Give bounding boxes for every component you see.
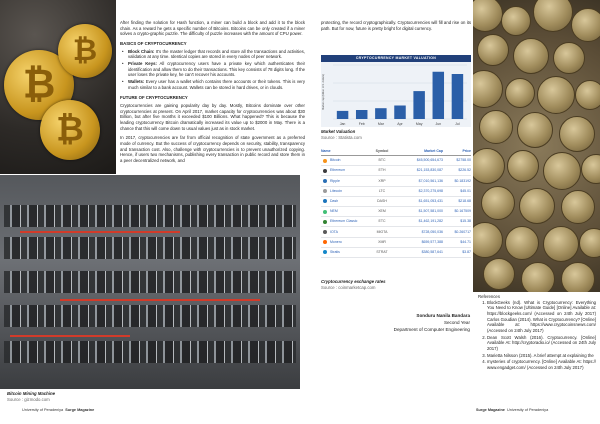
header-name: Name: [321, 149, 331, 154]
coin-name-cell: [321, 230, 367, 235]
mining-machine-photo: [0, 175, 300, 389]
coin-price: $3.87: [462, 249, 471, 254]
coin-name-cell: [321, 158, 367, 163]
x-tick-label: Feb: [358, 122, 365, 126]
mining-photo-caption-title: Bitcoin Mining Machine: [7, 391, 55, 396]
bar-jan: [337, 111, 348, 119]
bar-apr: [394, 106, 405, 120]
coin-name: Stratis: [330, 249, 340, 254]
term-label: Private Keys:: [128, 61, 157, 67]
x-tick-label: Jan: [339, 122, 346, 126]
bar-jun: [433, 72, 444, 119]
coin-price: $15.38: [460, 219, 471, 224]
term-label: Wallets:: [128, 79, 145, 85]
coin-name: NEM: [330, 209, 338, 214]
table-row: [321, 217, 471, 227]
coin-name-cell: [321, 189, 367, 194]
coin-market-cap: $728,050,036: [421, 229, 443, 234]
basics-heading: BASICS OF CRYPTOCURRENCY: [120, 41, 187, 47]
table-caption-title: Cryptocurrency exchange rates: [321, 279, 386, 284]
table-caption: [321, 279, 471, 290]
coin-market-cap: $7,010,561,136: [418, 178, 443, 183]
right-article-column: [321, 20, 471, 35]
chart-caption-source: Source : Statista.com: [321, 134, 362, 140]
bar-jul: [452, 74, 463, 119]
coin-name: Dash: [330, 199, 339, 204]
y-axis-label: Market cap (billion U.S. dollars): [322, 73, 325, 111]
table-row: [321, 197, 471, 207]
table-row: [321, 248, 471, 258]
bar-feb: [356, 110, 367, 119]
table-body: [321, 156, 471, 258]
future-heading: FUTURE OF CRYPTOCURRENCY: [120, 95, 188, 101]
intro-paragraph: After finding the solution for Hash function, a miner can build a block and add it to the block chain. As a reward he gets a specific number of Bitcoins. Bitcoins can be only created if a miner solves a crypto-graphic puzzle. The difficulty of puzzle increases with the amount of CPU power.: [120, 20, 305, 37]
left-footer: [22, 408, 94, 413]
x-tick-label: Mar: [377, 122, 384, 126]
coin-icon: [323, 199, 327, 203]
table-row: [321, 166, 471, 176]
crypto-coins-photo: [473, 0, 600, 292]
table-row: [321, 227, 471, 237]
coin-name-cell: [321, 199, 367, 204]
mining-photo-caption-source: Source : gizmodo.com: [7, 396, 50, 402]
coin-market-cap: $45,500,654,673: [416, 158, 443, 163]
table-header-row: [321, 148, 471, 156]
coin-name: Monero: [330, 239, 342, 244]
basics-list: [120, 49, 305, 91]
market-valuation-chart: [321, 55, 471, 127]
author-year: Second Year: [443, 319, 470, 325]
table-row: [321, 187, 471, 197]
mining-photo-caption: [7, 391, 117, 402]
x-tick-label: Jun: [435, 122, 442, 126]
header-price: Price: [462, 149, 471, 154]
coin-price: $0.260717: [454, 229, 471, 234]
header-symbol: Symbol: [375, 149, 389, 154]
coin-name-cell: [321, 209, 367, 214]
future-paragraph-2: In 2017, cryptocurrencies are far from official recognition of state government as a preferred mode of currency. But the success of cryptocurrency depends on security, stability, transparency and transaction cost. Also, challenge with cryptocurrencies is to prevent unauthorized copying. Hence, if users two mechanisms, publishing every transaction in public record and store them in a peer decentralized network, and: [120, 135, 305, 164]
coin-name: Ethereum Classic: [330, 219, 358, 224]
coin-name-cell: [321, 240, 367, 245]
x-tick-label: Apr: [397, 122, 403, 126]
bar-mar: [375, 108, 386, 119]
coin-price: $44.71: [460, 239, 471, 244]
coin-symbol: STRAT: [376, 249, 388, 254]
coin-price: $0.167509: [454, 209, 471, 214]
coin-price: $45.01: [460, 188, 471, 193]
list-item: 4. mysteries of cryptocurrency. [Online] Available At: https:// www.engadget.com/ (Accessed on 24th July 2017): [487, 359, 596, 370]
table-row: [321, 207, 471, 217]
right-footer: [476, 408, 548, 413]
coin-market-cap: $1,651,053,431: [418, 199, 443, 204]
left-article-column: [120, 20, 305, 168]
coin-symbol: LTC: [378, 188, 386, 193]
chart-title: CRYPTOCURRENCY MARKET VALUATION: [321, 55, 471, 62]
coin-name-cell: [321, 250, 367, 255]
coin-market-cap: $659,577,388: [421, 239, 443, 244]
list-item: 1. BlockGeeks (nd). What is Cryptocurrency: Everything You Need to Know [Ultimate Guide] [Online] Available at: https://blockgeeks.com/ (Accessed on 24th July 2017) Carlos Goudian (2014). What is Cryptocurrency? [Online] Available at: https://www.cryptocoinsnews.com/ (Accessed on 24th July 2017): [487, 300, 596, 334]
coin-icon: [323, 189, 327, 193]
chart-caption-title: Market Valuation: [321, 129, 356, 134]
exchange-rate-table: [321, 148, 471, 258]
list-item: [128, 79, 305, 90]
coin-symbol: XMR: [378, 239, 386, 244]
references-heading: References: [478, 294, 500, 299]
coin-symbol: XRP: [378, 178, 386, 183]
coin-icon: [323, 240, 327, 244]
header-market-cap: Market Cap: [424, 149, 443, 154]
x-tick-label: Jul: [455, 122, 460, 126]
continued-paragraph: protecting, the record cryptographically. Cryptocurrencies will fill and rise on its path. But for now, future is pretty bright for digital currency.: [321, 20, 471, 31]
term-label: Block Chain:: [128, 48, 155, 54]
coin-market-cap: $2,370,275,698: [418, 188, 443, 193]
coin-name: Bitcoin: [330, 158, 341, 163]
coin-symbol: XEM: [378, 209, 386, 214]
coin-market-cap: $21,153,830,087: [416, 168, 443, 173]
author-block: [318, 313, 470, 334]
table-row: [321, 156, 471, 166]
coin-icon: [323, 179, 327, 183]
coin-market-cap: $1,462,191,282: [418, 219, 443, 224]
author-department: Department of Computer Engineering: [393, 326, 470, 332]
list-item: [128, 49, 305, 60]
coin-price: $226.52: [458, 168, 471, 173]
coin-market-cap: $1,507,581,000: [418, 209, 443, 214]
coin-name-cell: [321, 219, 367, 224]
coin-icon: [323, 159, 327, 163]
coin-name: Ripple: [330, 178, 340, 183]
references-section: [478, 294, 596, 372]
term-text: All cryptocurrency users have a private key which authenticates their identification and allow them to do their transactions. This key consists of 78 digits long. If the user loses the private key, he can't recover his accounts.: [128, 61, 305, 78]
author-name: Sonduru Nanila Bandara: [416, 313, 470, 318]
table-row: [321, 238, 471, 248]
bar-may: [413, 91, 424, 119]
chart-plot: [321, 62, 471, 127]
right-footer-brand: Surge Magazine: [476, 408, 505, 412]
chart-caption: [321, 129, 471, 140]
coin-symbol: ETC: [378, 219, 386, 224]
coin-price: $218.68: [458, 199, 471, 204]
references-list: [478, 300, 596, 371]
coin-market-cap: $380,587,641: [421, 249, 443, 254]
term-text: It's the master ledger that records and store all the transactions and activities, validation at any time. Identical copies are stored in every nodes of peer network.: [128, 48, 305, 60]
list-item: 3. Marietta Nilsson (2015). A brief attempt at explaining the: [487, 353, 596, 359]
coin-icon: [323, 220, 327, 224]
term-text: Every user has a wallet which contains there accounts or their tokens. This is very much similar to a bank account. Wallets can be stored in hard drives, or in clouds.: [128, 79, 305, 90]
left-footer-brand: Surge Magazine: [65, 408, 95, 412]
table-row: [321, 176, 471, 186]
x-tick-label: May: [415, 122, 423, 126]
list-item: 2. Dean Scott Walsh (2016). Cryptocurrency. [Online] Available At: http://cryptoradio.io/ (Accessed on 24th July 2017): [487, 335, 596, 352]
coin-symbol: BTC: [378, 158, 386, 163]
coin-name: Litecoin: [330, 188, 343, 193]
coin-name-cell: [321, 179, 367, 184]
coin-price: $0.183192: [454, 178, 471, 183]
coin-price: $2758.00: [456, 158, 471, 163]
right-footer-text: University of Peradeniya: [507, 408, 549, 412]
coin-name: Ethereum: [330, 168, 346, 173]
future-paragraph-1: Cryptocurrencies are gaining popularity day by day. Mostly, Bitcoins dominate over other cryptocurrencies at present. On April 2017, market capacity for cryptocurrencies was about $30 Billion, but after five months it exceeded $100 Billions. What happened? This is because the leading cryptocurrency Bitcoin dramatically increased its value up to $2000 in May. There is a chance that this will come down to usual values just as in stock market.: [120, 103, 305, 131]
coin-icon: [323, 169, 327, 173]
table-caption-source: Source : coinmarketcap.com: [321, 284, 376, 290]
left-footer-text: University of Peradeniya: [22, 408, 64, 412]
coin-name: IOTA: [330, 229, 338, 234]
coin-symbol: MIOTA: [376, 229, 388, 234]
coin-icon: [323, 230, 327, 234]
bitcoin-coins-photo: [0, 0, 116, 174]
coin-name-cell: [321, 168, 367, 173]
coin-symbol: ETH: [378, 168, 386, 173]
list-item: [128, 61, 305, 78]
coin-icon: [323, 210, 327, 214]
coin-symbol: DASH: [377, 199, 387, 204]
coin-icon: [323, 250, 327, 254]
